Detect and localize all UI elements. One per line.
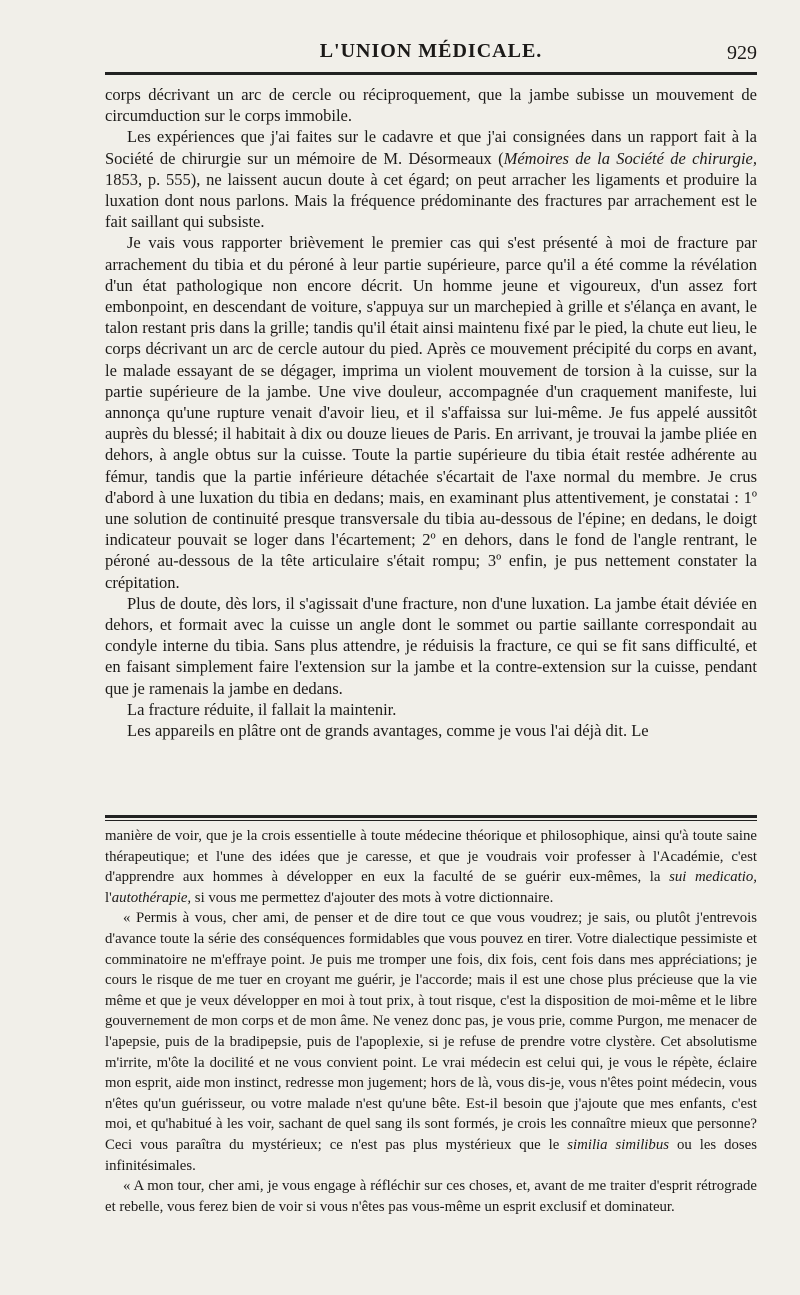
citation-title: Mémoires de la Société de chirurgie, <box>503 148 757 168</box>
paragraph-6: Les appareils en plâtre ont de grands avantages, comme je vous l'ai déjà dit. Le <box>127 721 649 741</box>
feuilleton-p2-italic: similia similibus <box>567 1136 669 1153</box>
paragraph-2-text-b: 1853, p. 555), ne laissent aucun doute à cet égard; on peut arracher les ligaments et produire la luxation dont nous parlons. Mais la fréquence prédominante des fractures par arrachement est le fait saillant qui subsiste. <box>105 169 757 232</box>
feuilleton-p1-italic-1: sui medicatio, <box>669 869 757 886</box>
paragraph-1: corps décrivant un arc de cercle ou réciproquement, que la jambe subisse un mouvement de circumduction sur le corps immobile. <box>105 85 757 126</box>
feuilleton-p2-text-b: ou les doses infinitésimales. <box>105 1136 757 1174</box>
paragraph-3: Je vais vous rapporter brièvement le premier cas qui s'est présenté à moi de fracture par arrachement du tibia et du péroné à leur partie supérieure, parce qu'il a été comme la révélation d'un état pathologique non encore décrit. Un homme jeune et vigoureux, d'un assez fort embonpoint, en descendant de voiture, s'appuya sur un marchepied à grille et s'élança en avant, le talon restant pris dans la grille; tandis qu'il était ainsi maintenu fixé par le pied, la chute eut lieu, le corps décrivant un arc de cercle autour du pied. Après ce mouvement précipité du corps en avant, le malade essayant de se dégager, imprima un violent mouvement de torsion à la cuisse, sur la partie supérieure de la jambe. Une vive douleur, accompagnée d'un craquement manifeste, lui annonça qu'une rupture venait d'avoir lieu, et il s'affaissa sur lui-même. Je fus appelé aussitôt auprès du blessé; il habitait à dix ou douze lieues de Paris. En arrivant, je trouvai la jambe pliée en dehors, à angle obtus sur la cuisse. Toute la partie supérieure du tibia était restée adhérente au fémur, tandis que la partie inférieure détachée s'écartait de l'axe normal du membre. Je crus d'abord à une luxation du tibia en dedans; mais, en examinant plus attentivement, je constatai : 1º une solution de continuité presque transversale du tibia au-dessous de l'épine; en dedans, le doigt indicateur pouvait se loger dans l'écartement; 2º en dehors, dans le fond de l'angle rentrant, le péroné au-dessous de la tête articulaire s'était rompu; 3º enfin, je pus nettement constater la crépitation. <box>105 233 757 592</box>
page-header <box>105 40 757 70</box>
paragraph-2-text-a: Les expériences que j'ai faites sur le cadavre et que j'ai consignées dans un rapport fait à la Société de chirurgie sur un mémoire de M. Désormeaux ( <box>105 127 757 168</box>
footnote-rule-thin <box>105 820 757 821</box>
main-text <box>105 84 757 741</box>
feuilleton-paragraph-3: « A mon tour, cher ami, je vous engage à réfléchir sur ces choses, et, avant de me traiter d'esprit rétrograde et rebelle, vous ferez bien de voir si vous n'êtes pas vous-même un esprit exclusif et dominateur. <box>105 1178 757 1215</box>
feuilleton-p1-text-mid: l' <box>105 889 112 906</box>
feuilleton-p1-italic-2: autothérapie, <box>111 889 192 906</box>
feuilleton-p1-text-b: si vous me permettez d'ajouter des mots à votre dictionnaire. <box>191 889 554 906</box>
feuilleton-p1-text-a: manière de voir, que je la crois essentielle à toute médecine théorique et philosophique, ainsi qu'à toute saine thérapeutique; et l'une des idées que je caresse, et que je voudrais voir professer à l'Académie, c'est d'apprendre aux hommes à développer en eux la faculté de se guérir eux-mêmes, la <box>105 828 757 886</box>
feuilleton-paragraph-1 <box>105 826 757 908</box>
feuilleton-p2-text-a: « Permis à vous, cher ami, de penser et de dire tout ce que vous voudrez; je sais, ou plutôt j'entrevois d'avance toute la série des conséquences formidables que vous pouvez en tirer. Votre dialectique pessimiste et comminatoire ne m'effraye point. Je puis me tromper une fois, dix fois, cent fois dans mes appréciations; je cours le risque de me tuer en croyant me guérir, je l'accorde; mais il est une chose plus précieuse que la vie même et que je veux développer en moi à tout prix, à tout risque, c'est la disposition de moi-même et le libre gouvernement de mon corps et de mon âme. Ne venez donc pas, je vous prie, comme Purgon, me menacer de l'apepsie, puis de la bradipepsie, puis de l'apoplexie, si je refuse de prendre votre clystère. Cet absolutisme m'irrite, m'ôte la docilité et ne vous convient point. Le vrai médecin est celui qui, je vous le répète, éclaire mon esprit, aide mon instinct, redresse mon jugement; hors de là, vous dis-je, vous n'êtes point médecin, vous n'êtes qu'un guérisseur, ou votre malade n'est qu'une bête. Est-il besoin que j'ajoute que mes enfants, c'est moi, et qu'habitué à les voir, sachant de quel sang ils sont formés, je crois les connaître mieux que personne? Ceci vous paraîtra du mystérieux; ce n'est pas plus mystérieux que le <box>105 910 757 1153</box>
feuilleton-text <box>105 826 757 1217</box>
paragraph-5: La fracture réduite, il fallait la maintenir. <box>127 699 397 719</box>
paragraph-4: Plus de doute, dès lors, il s'agissait d'une fracture, non d'une luxation. La jambe était déviée en dehors, et formait avec la cuisse un angle dont le sommet ou partie saillante correspondait au condyle interne du tibia. Sans plus attendre, je réduisis la fracture, ce qui se fit sans difficulté, et en faisant simplement faire l'extension sur la jambe et la contre-extension sur la cuisse, pendant que je ramenais la jambe en dedans. <box>105 593 757 698</box>
paragraph-2 <box>105 126 757 232</box>
footnote-rule-thick <box>105 815 757 818</box>
running-title: L'UNION MÉDICALE. <box>319 40 543 62</box>
page-number: 929 <box>727 42 757 64</box>
header-rule <box>105 72 757 75</box>
feuilleton-paragraph-2 <box>105 908 757 1176</box>
